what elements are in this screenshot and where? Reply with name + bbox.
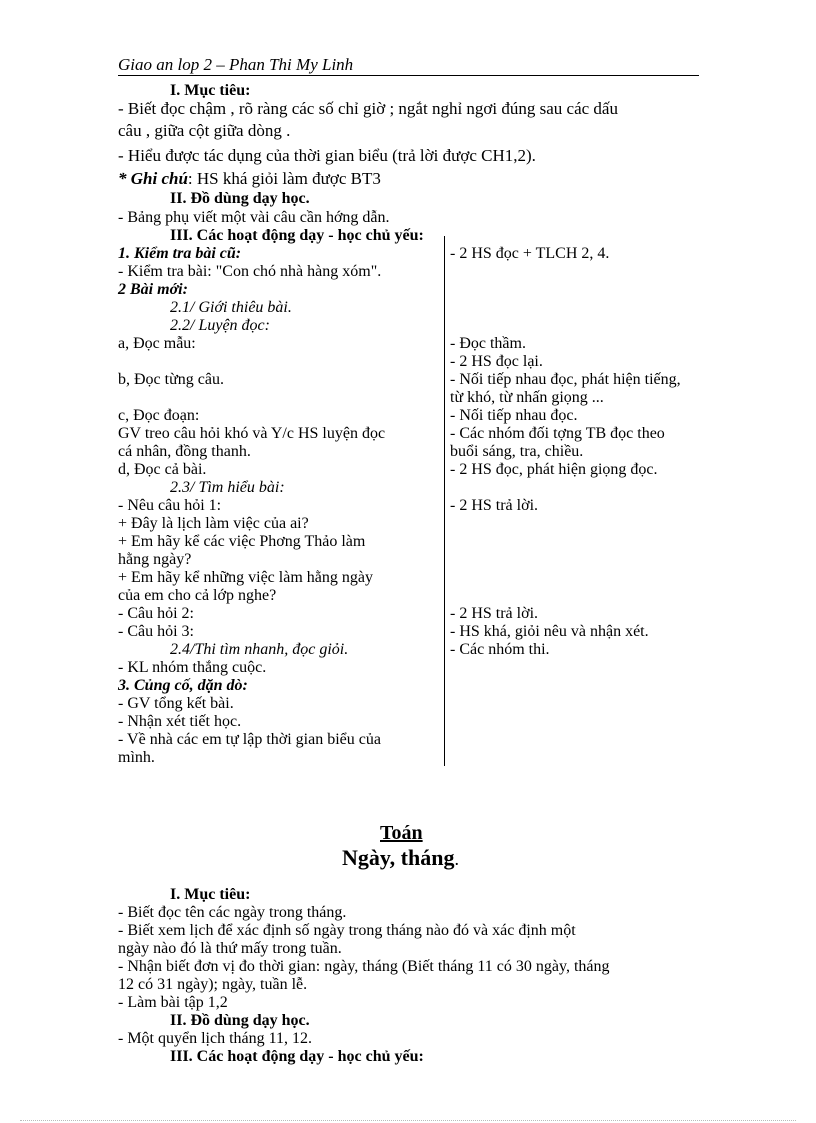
section-review: 3. Củng cố, dặn dò: — [118, 677, 248, 694]
l2-objective-2-line-1: - Biết xem lịch để xác định số ngày trong tháng nào đó và xác định một — [118, 922, 576, 939]
response-10: - HS khá, giỏi nêu và nhận xét. — [450, 623, 649, 640]
review-item-3-line-2: mình. — [118, 749, 155, 766]
note-label: * Ghi chú — [118, 169, 188, 188]
response-4-line-2: từ khó, từ nhấn giọng ... — [450, 389, 604, 406]
question-1b-line-1: + Em hãy kể các việc Phơng Thảo làm — [118, 533, 366, 550]
l2-objective-3-line-2: 12 có 31 ngày); ngày, tuần lễ. — [118, 976, 308, 993]
response-6-line-2: buổi sáng, tra, chiều. — [450, 443, 584, 460]
question-1b-line-2: hằng ngày? — [118, 551, 192, 568]
note-line — [118, 170, 381, 188]
objective-1-line-1: - Biết đọc chậm , rõ ràng các số chỉ giờ ; ngắt nghỉ ngơi đúng sau các dấu — [118, 99, 618, 118]
l2-materials-heading: II. Đồ dùng dạy học. — [170, 1012, 310, 1029]
subject-title: Toán — [380, 822, 423, 844]
objective-1-line-2: câu , giữa cột giữa dòng . — [118, 121, 291, 140]
l2-objective-4: - Làm bài tập 1,2 — [118, 994, 228, 1011]
note-text: : HS khá giỏi làm được BT3 — [187, 169, 381, 188]
page-bottom-border — [20, 1120, 796, 1121]
header-divider — [118, 75, 699, 76]
step-a: a, Đọc mẫu: — [118, 335, 196, 352]
response-5: - Nối tiếp nhau đọc. — [450, 407, 578, 424]
response-4-line-1: - Nối tiếp nhau đọc, phát hiện tiếng, — [450, 371, 681, 388]
response-3: - 2 HS đọc lại. — [450, 353, 543, 370]
objective-2: - Hiểu được tác dụng của thời gian biểu (trả lời được CH1,2). — [118, 146, 536, 165]
section-2-3: 2.3/ Tìm hiểu bài: — [170, 479, 285, 496]
lesson-title-text: Ngày, tháng — [342, 845, 455, 870]
review-item-3-line-1: - Về nhà các em tự lập thời gian biểu của — [118, 731, 381, 748]
response-1: - 2 HS đọc + TLCH 2, 4. — [450, 245, 610, 262]
step-c-line-1: GV treo câu hỏi khó và Y/c HS luyện đọc — [118, 425, 386, 442]
materials-heading: II. Đồ dùng dạy học. — [170, 190, 310, 207]
l2-objective-1: - Biết đọc tên các ngày trong tháng. — [118, 904, 347, 921]
review-item-2: - Nhận xét tiết học. — [118, 713, 242, 730]
step-c-line-2: cá nhân, đồng thanh. — [118, 443, 251, 460]
response-6-line-1: - Các nhóm đối tợng TB đọc theo — [450, 425, 665, 442]
column-divider — [444, 236, 445, 766]
section-check-old-lesson: 1. Kiểm tra bài cũ: — [118, 245, 242, 262]
l2-materials-item-1: - Một quyển lịch tháng 11, 12. — [118, 1030, 313, 1047]
page-header: Giao an lop 2 – Phan Thi My Linh — [118, 55, 354, 74]
l2-objectives-heading: I. Mục tiêu: — [170, 886, 251, 903]
response-7: - 2 HS đọc, phát hiện giọng đọc. — [450, 461, 658, 478]
objectives-heading: I. Mục tiêu: — [170, 82, 251, 99]
section-new-lesson: 2 Bài mới: — [118, 281, 188, 298]
check-old-lesson-item: - Kiểm tra bài: "Con chó nhà hàng xóm". — [118, 263, 382, 280]
response-8: - 2 HS trả lời. — [450, 497, 539, 514]
section-2-2: 2.2/ Luyện đọc: — [170, 317, 270, 334]
question-1a: + Đây là lịch làm việc của ai? — [118, 515, 309, 532]
l2-activities-heading: III. Các hoạt động dạy - học chủ yếu: — [170, 1048, 424, 1065]
question-3: - Câu hỏi 3: — [118, 623, 194, 640]
section-2-1: 2.1/ Giới thiêu bài. — [170, 299, 292, 316]
response-9: - 2 HS trả lời. — [450, 605, 539, 622]
section-2-4: 2.4/Thi tìm nhanh, đọc giỏi. — [170, 641, 349, 658]
materials-item-1: - Bảng phụ viết một vài câu cần hớng dẫn. — [118, 209, 390, 226]
l2-objective-2-line-2: ngày nào đó là thứ mấy trong tuần. — [118, 940, 342, 957]
step-c: c, Đọc đoạn: — [118, 407, 200, 424]
l2-objective-3-line-1: - Nhận biết đơn vị đo thời gian: ngày, tháng (Biết tháng 11 có 30 ngày, tháng — [118, 958, 610, 975]
question-1c-line-2: của em cho cả lớp nghe? — [118, 587, 277, 604]
question-2: - Câu hỏi 2: — [118, 605, 194, 622]
review-item-1: - GV tổng kết bài. — [118, 695, 234, 712]
activities-heading: III. Các hoạt động dạy - học chủ yếu: — [170, 227, 424, 244]
lesson-title — [342, 845, 459, 871]
lesson-title-dot: . — [454, 849, 459, 869]
question-1c-line-1: + Em hãy kể những việc làm hằng ngày — [118, 569, 373, 586]
response-2: - Đọc thầm. — [450, 335, 526, 352]
step-b: b, Đọc từng câu. — [118, 371, 224, 388]
response-11: - Các nhóm thi. — [450, 641, 550, 658]
conclusion: - KL nhóm thắng cuộc. — [118, 659, 267, 676]
question-1: - Nêu câu hỏi 1: — [118, 497, 222, 514]
step-d: d, Đọc cả bài. — [118, 461, 207, 478]
